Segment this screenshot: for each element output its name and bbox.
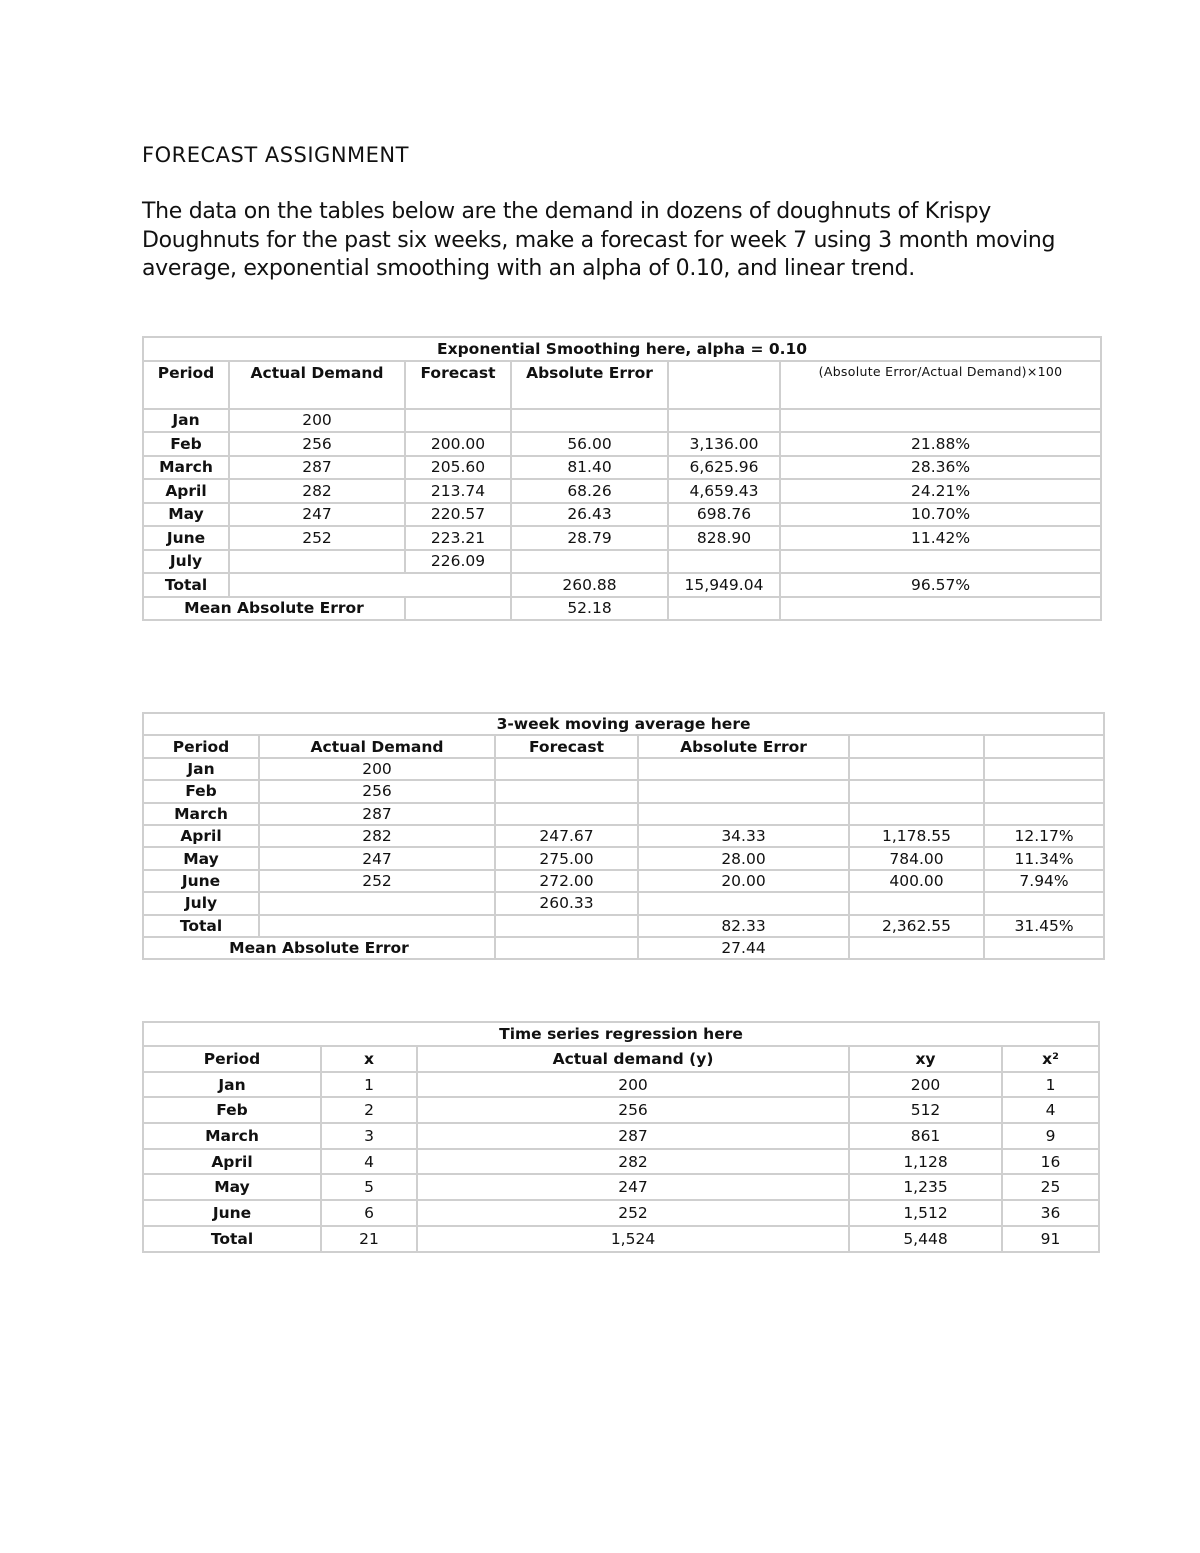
table-cell: 28.00 xyxy=(638,847,849,869)
column-header: Absolute Error xyxy=(638,735,849,757)
table-cell: 9 xyxy=(1002,1123,1099,1149)
table-cell: 200 xyxy=(259,758,495,780)
table-cell: 56.00 xyxy=(511,432,668,456)
column-header: Actual Demand xyxy=(259,735,495,757)
table-cell: 226.09 xyxy=(405,550,511,574)
table-cell: 784.00 xyxy=(849,847,984,869)
table-cell: 68.26 xyxy=(511,479,668,503)
total-row xyxy=(143,915,1104,937)
table-cell: Total xyxy=(143,573,229,597)
table-row xyxy=(143,1123,1099,1149)
table-row xyxy=(143,1200,1099,1226)
period-cell: March xyxy=(143,803,259,825)
table-cell: 252 xyxy=(417,1200,849,1226)
column-header: xy xyxy=(849,1046,1002,1072)
table-cell: 282 xyxy=(417,1149,849,1175)
table-cell xyxy=(511,550,668,574)
table-cell: 3,136.00 xyxy=(668,432,780,456)
table-cell xyxy=(984,780,1104,802)
period-cell: Jan xyxy=(143,758,259,780)
table-row xyxy=(143,780,1104,802)
table-row xyxy=(143,803,1104,825)
mae-value: 52.18 xyxy=(511,597,668,621)
table-cell xyxy=(668,409,780,433)
column-header: Period xyxy=(143,1046,321,1072)
table-cell: 1 xyxy=(321,1072,417,1098)
table-caption: 3-week moving average here xyxy=(143,713,1104,735)
table-cell xyxy=(780,597,1101,621)
table-cell: 4,659.43 xyxy=(668,479,780,503)
table-cell xyxy=(984,937,1104,959)
column-header: x² xyxy=(1002,1046,1099,1072)
table-cell: 91 xyxy=(1002,1226,1099,1252)
table-cell: 1 xyxy=(1002,1072,1099,1098)
mae-label: Mean Absolute Error xyxy=(143,597,405,621)
table-cell xyxy=(780,409,1101,433)
table-row xyxy=(143,1072,1099,1098)
table-cell: 698.76 xyxy=(668,503,780,527)
table-cell: 828.90 xyxy=(668,526,780,550)
period-cell: Feb xyxy=(143,780,259,802)
table-row xyxy=(143,503,1101,527)
table-row xyxy=(143,1226,1099,1252)
table-cell: 3 xyxy=(321,1123,417,1149)
period-cell: May xyxy=(143,847,259,869)
table-cell xyxy=(638,803,849,825)
column-header: Absolute Error xyxy=(511,361,668,409)
table-row xyxy=(143,758,1104,780)
table-cell xyxy=(668,597,780,621)
table-cell: 200.00 xyxy=(405,432,511,456)
table-cell: 31.45% xyxy=(984,915,1104,937)
period-cell: March xyxy=(143,456,229,480)
table-cell: 282 xyxy=(259,825,495,847)
table-cell xyxy=(638,780,849,802)
table-cell xyxy=(495,780,638,802)
table-row xyxy=(143,892,1104,914)
table-cell: 82.33 xyxy=(638,915,849,937)
table-cell xyxy=(511,409,668,433)
table-cell: 861 xyxy=(849,1123,1002,1149)
table-cell: 1,235 xyxy=(849,1174,1002,1200)
period-cell: Feb xyxy=(143,432,229,456)
table-cell: 247 xyxy=(229,503,405,527)
table-cell: 20.00 xyxy=(638,870,849,892)
moving-average-table xyxy=(142,712,1105,960)
table-cell: 272.00 xyxy=(495,870,638,892)
table-row xyxy=(143,550,1101,574)
period-cell: Total xyxy=(143,1226,321,1252)
table-cell: 220.57 xyxy=(405,503,511,527)
table-cell: 287 xyxy=(417,1123,849,1149)
table-cell: 16 xyxy=(1002,1149,1099,1175)
column-header: Period xyxy=(143,361,229,409)
column-header: Actual Demand xyxy=(229,361,405,409)
column-header: Forecast xyxy=(405,361,511,409)
table-row xyxy=(143,409,1101,433)
table-cell: 2,362.55 xyxy=(849,915,984,937)
table-cell: 5 xyxy=(321,1174,417,1200)
period-cell: May xyxy=(143,503,229,527)
table-cell xyxy=(405,409,511,433)
table-cell xyxy=(259,892,495,914)
table-cell: 4 xyxy=(321,1149,417,1175)
table-cell xyxy=(984,803,1104,825)
table-row xyxy=(143,825,1104,847)
table-cell xyxy=(229,573,511,597)
table-row xyxy=(143,1149,1099,1175)
table-cell: 4 xyxy=(1002,1097,1099,1123)
period-cell: July xyxy=(143,892,259,914)
period-cell: April xyxy=(143,825,259,847)
table-row xyxy=(143,847,1104,869)
table-cell: 252 xyxy=(229,526,405,550)
table-cell: 1,524 xyxy=(417,1226,849,1252)
period-cell: May xyxy=(143,1174,321,1200)
table-row xyxy=(143,432,1101,456)
table-cell xyxy=(984,758,1104,780)
table-caption: Time series regression here xyxy=(143,1022,1099,1046)
table-cell: 200 xyxy=(229,409,405,433)
table-cell xyxy=(495,915,638,937)
column-header: Period xyxy=(143,735,259,757)
table-cell: 275.00 xyxy=(495,847,638,869)
exponential-smoothing-table xyxy=(142,336,1102,621)
table-cell: 1,512 xyxy=(849,1200,1002,1226)
table-cell: 25 xyxy=(1002,1174,1099,1200)
table-cell xyxy=(638,758,849,780)
table-cell: 81.40 xyxy=(511,456,668,480)
table-cell: 512 xyxy=(849,1097,1002,1123)
table-cell xyxy=(638,892,849,914)
table-cell: 12.17% xyxy=(984,825,1104,847)
column-header: x xyxy=(321,1046,417,1072)
table-cell: 21 xyxy=(321,1226,417,1252)
table-row xyxy=(143,456,1101,480)
regression-table xyxy=(142,1021,1100,1253)
table-cell: 287 xyxy=(259,803,495,825)
table-cell xyxy=(259,915,495,937)
table-row xyxy=(143,479,1101,503)
period-cell: June xyxy=(143,526,229,550)
table-row xyxy=(143,870,1104,892)
period-cell: June xyxy=(143,1200,321,1226)
table-cell: 26.43 xyxy=(511,503,668,527)
column-header: (Absolute Error/Actual Demand)×100 xyxy=(780,361,1101,409)
table-cell xyxy=(495,758,638,780)
table-cell: 96.57% xyxy=(780,573,1101,597)
column-header xyxy=(849,735,984,757)
table-cell: 247 xyxy=(417,1174,849,1200)
table-cell: 282 xyxy=(229,479,405,503)
table-cell: 28.36% xyxy=(780,456,1101,480)
table-cell xyxy=(849,758,984,780)
table-cell xyxy=(849,803,984,825)
mae-label: Mean Absolute Error xyxy=(143,937,495,959)
table-cell xyxy=(849,937,984,959)
table-caption: Exponential Smoothing here, alpha = 0.10 xyxy=(143,337,1101,361)
mae-row xyxy=(143,597,1101,621)
table-cell: Total xyxy=(143,915,259,937)
column-header xyxy=(668,361,780,409)
table-cell: 260.33 xyxy=(495,892,638,914)
table-cell: 256 xyxy=(417,1097,849,1123)
table-cell: 36 xyxy=(1002,1200,1099,1226)
column-header: Forecast xyxy=(495,735,638,757)
table-cell: 7.94% xyxy=(984,870,1104,892)
table-cell: 1,128 xyxy=(849,1149,1002,1175)
table-cell: 256 xyxy=(229,432,405,456)
table-cell: 247.67 xyxy=(495,825,638,847)
table-cell: 28.79 xyxy=(511,526,668,550)
table-cell: 200 xyxy=(849,1072,1002,1098)
period-cell: June xyxy=(143,870,259,892)
table-cell: 10.70% xyxy=(780,503,1101,527)
table-cell: 252 xyxy=(259,870,495,892)
table-cell xyxy=(984,892,1104,914)
table-cell xyxy=(849,780,984,802)
table-cell: 400.00 xyxy=(849,870,984,892)
table-cell: 21.88% xyxy=(780,432,1101,456)
table-cell: 24.21% xyxy=(780,479,1101,503)
table-cell xyxy=(405,597,511,621)
page-title: FORECAST ASSIGNMENT xyxy=(142,143,409,167)
table-row xyxy=(143,526,1101,550)
period-cell: Jan xyxy=(143,1072,321,1098)
column-header xyxy=(984,735,1104,757)
table-cell xyxy=(495,803,638,825)
period-cell: Jan xyxy=(143,409,229,433)
total-row xyxy=(143,573,1101,597)
table-cell: 34.33 xyxy=(638,825,849,847)
table-row xyxy=(143,1097,1099,1123)
period-cell: Feb xyxy=(143,1097,321,1123)
table-cell: 256 xyxy=(259,780,495,802)
table-cell: 213.74 xyxy=(405,479,511,503)
mae-row xyxy=(143,937,1104,959)
table-cell: 260.88 xyxy=(511,573,668,597)
period-cell: April xyxy=(143,1149,321,1175)
table-cell xyxy=(780,550,1101,574)
table-cell: 287 xyxy=(229,456,405,480)
table-cell: 5,448 xyxy=(849,1226,1002,1252)
table-cell xyxy=(495,937,638,959)
column-header: Actual demand (y) xyxy=(417,1046,849,1072)
intro-paragraph: The data on the tables below are the demand in dozens of doughnuts of Krispy Doughnuts for the past six weeks, make a forecast for week 7 using 3 month moving average, exponential smoothing with an alpha of 0.10, and linear trend. xyxy=(142,199,1056,281)
table-cell: 2 xyxy=(321,1097,417,1123)
period-cell: March xyxy=(143,1123,321,1149)
table-cell: 247 xyxy=(259,847,495,869)
table-cell: 223.21 xyxy=(405,526,511,550)
table-cell: 6 xyxy=(321,1200,417,1226)
table-cell: 15,949.04 xyxy=(668,573,780,597)
table-cell: 11.34% xyxy=(984,847,1104,869)
table-cell xyxy=(229,550,405,574)
period-cell: April xyxy=(143,479,229,503)
table-cell: 6,625.96 xyxy=(668,456,780,480)
table-cell xyxy=(849,892,984,914)
table-cell: 200 xyxy=(417,1072,849,1098)
table-cell: 11.42% xyxy=(780,526,1101,550)
period-cell: July xyxy=(143,550,229,574)
table-cell xyxy=(668,550,780,574)
table-row xyxy=(143,1174,1099,1200)
mae-value: 27.44 xyxy=(638,937,849,959)
table-cell: 1,178.55 xyxy=(849,825,984,847)
table-cell: 205.60 xyxy=(405,456,511,480)
